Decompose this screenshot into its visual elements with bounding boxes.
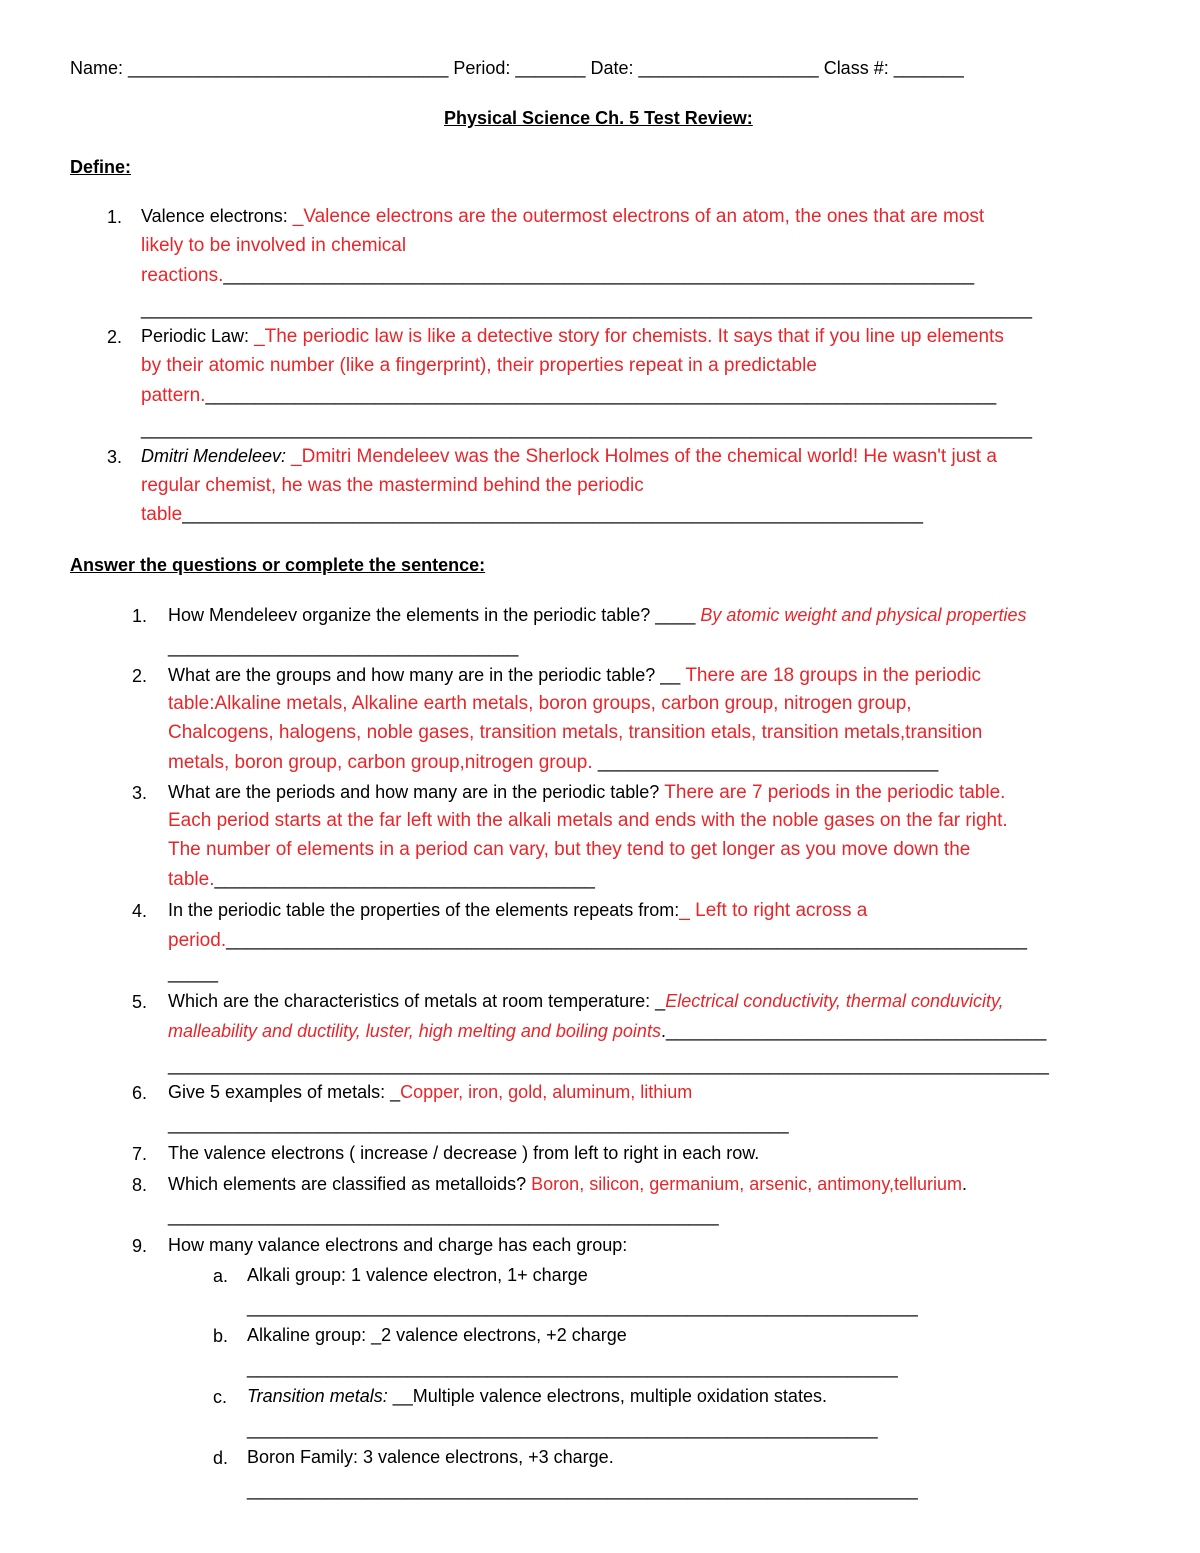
question-1 (168, 604, 1027, 626)
answer-blank: ________________________________________________________________________________ (226, 930, 1027, 950)
question-2-answer-line4 (168, 751, 938, 774)
question-text: What are the periods and how many are in the periodic table? (168, 782, 665, 802)
answer-blank: _______________________________________________________ (168, 1206, 719, 1226)
define-label: Valence electrons: (141, 206, 293, 226)
question-8 (168, 1173, 967, 1195)
define-item-2-line2: by their atomic number (like a fingerprint), their properties repeat in a predictable (141, 355, 817, 376)
question-5-line2 (168, 1020, 1046, 1042)
define-item-3-line3 (141, 503, 923, 526)
header-fields: Name: ________________________________ Period: _______ Date: __________________ Class #: _______ (70, 58, 964, 78)
question-2-answer-line3: Chalcogens, halogens, noble gases, transition metals, transition etals, transition metals,transition (168, 722, 983, 743)
question-number: 2. (132, 666, 148, 686)
define-item-number: 1. (107, 207, 123, 227)
question-text: Give 5 examples of metals: _ (168, 1082, 401, 1102)
question-number: 9. (132, 1236, 148, 1256)
define-item-1-line1 (141, 205, 984, 228)
define-item-number: 3. (107, 447, 123, 467)
question-4-line2 (168, 929, 1027, 952)
answer-blank: _________________________________________________________________ (247, 1358, 898, 1378)
question-number: 6. (132, 1083, 148, 1103)
sub-item-label: Transition metals: (247, 1386, 388, 1406)
define-item-3-line2: regular chemist, he was the mastermind behind the periodic (141, 475, 644, 496)
define-answer: _The periodic law is like a detective story for chemists. It says that if you line up elements (254, 326, 1004, 347)
define-answer: _Dmitri Mendeleev was the Sherlock Holmes of the chemical world! He wasn't just a (291, 446, 997, 467)
question-text: Which are the characteristics of metals at room temperature: _ (168, 991, 666, 1011)
question-text: What are the groups and how many are in the periodic table? __ (168, 665, 686, 685)
question-6 (168, 1081, 692, 1103)
define-item-1-line2: likely to be involved in chemical (141, 235, 407, 256)
question-3-answer-line2: Each period starts at the far left with the alkali metals and ends with the noble gases on the far right. (168, 810, 1008, 831)
question-9: How many valance electrons and charge has each group: (168, 1235, 628, 1255)
question-3 (168, 781, 1005, 804)
question-text: Which elements are classified as metalloids? (168, 1174, 532, 1194)
question-number: 7. (132, 1144, 148, 1164)
question-3-answer-line4 (168, 868, 595, 891)
sub-letter: a. (213, 1266, 229, 1286)
define-item-1-line3 (141, 264, 974, 287)
answer-blank: ___________________________________________________________________ (247, 1480, 918, 1500)
define-item-number: 2. (107, 327, 123, 347)
question-answer-end: table. (168, 869, 215, 890)
question-number: 8. (132, 1175, 148, 1195)
define-item-2-line4: _________________________________________________________________________________________ (141, 419, 1032, 439)
question-4 (168, 899, 867, 922)
question-3-answer-line3: The number of elements in a period can vary, but they tend to get longer as you move down the (168, 839, 971, 860)
sub-letter: c. (213, 1387, 228, 1407)
question-answer: Electrical conductivity, thermal conduvicity, (665, 991, 1004, 1011)
answer-blank: ______________________________________ (665, 1021, 1047, 1041)
sub-letter: b. (213, 1326, 229, 1346)
define-answer-end: pattern. (141, 385, 206, 406)
questions-heading: Answer the questions or complete the sentence: (70, 555, 486, 575)
question-7: The valence electrons ( increase / decrease ) from left to right in each row. (168, 1143, 760, 1163)
question-answer: By atomic weight and physical properties (700, 605, 1027, 625)
define-label: Dmitri Mendeleev: (141, 446, 292, 466)
question-answer-end: period. (168, 930, 227, 951)
answer-blank: _______________________________________________________________ (247, 1419, 878, 1439)
sub-letter: d. (213, 1448, 229, 1468)
question-answer: Copper, iron, gold, aluminum, lithium (400, 1082, 693, 1102)
define-heading: Define: (70, 157, 132, 177)
question-answer: Boron, silicon, germanium, arsenic, antimony,tellurium (531, 1174, 962, 1194)
answer-blank: ___________________________________________________________________________ (223, 265, 975, 285)
question-answer: There are 7 periods in the periodic table. (664, 782, 1006, 803)
question-answer: There are 18 groups in the periodic (685, 665, 982, 686)
question-number: 5. (132, 992, 148, 1012)
question-number: 4. (132, 901, 148, 921)
define-item-3-line1 (141, 445, 997, 468)
answer-blank: __________________________________ (597, 752, 939, 772)
question-answer: _ Left to right across a (679, 900, 868, 921)
question-2 (168, 664, 981, 687)
answer-blank: _______________________________________________________________________________ (205, 385, 997, 405)
answer-blank: _____ (168, 963, 219, 983)
question-number: 1. (132, 606, 148, 626)
define-answer: _Valence electrons are the outermost electrons of an atom, the ones that are most (292, 206, 985, 227)
question-answer-end: metals, boron group, carbon group,nitrogen group. (168, 752, 598, 773)
define-label: Periodic Law: (141, 326, 255, 346)
sub-item-d: Boron Family: 3 valence electrons, +3 charge. (247, 1447, 614, 1467)
answer-punct: . (962, 1174, 968, 1194)
answer-blank: ______________________________________ (214, 869, 595, 889)
define-answer-end: reactions. (141, 265, 224, 286)
define-item-2-line1 (141, 325, 1004, 348)
question-2-answer-line2: table:Alkaline metals, Alkaline earth metals, boron groups, carbon group, nitrogen group, (168, 693, 912, 714)
answer-blank: ___________________________________________________________________ (247, 1297, 918, 1317)
question-number: 3. (132, 783, 148, 803)
question-5 (168, 990, 1004, 1012)
sub-item-b: Alkaline group: _2 valence electrons, +2 charge (247, 1325, 627, 1345)
sub-item-a: Alkali group: 1 valence electron, 1+ charge (247, 1265, 588, 1285)
sub-item-c (247, 1385, 827, 1407)
define-answer-end: table (141, 504, 183, 525)
answer-blank: ______________________________________________________________ (168, 1114, 789, 1134)
question-text: In the periodic table the properties of the elements repeats from: (168, 900, 680, 920)
define-item-1-line4: _________________________________________________________________________________________ (141, 299, 1032, 319)
answer-blank: __________________________________________________________________________ (182, 504, 923, 524)
sub-item-answer: __Multiple valence electrons, multiple oxidation states. (387, 1386, 827, 1406)
answer-blank: ___________________________________ (168, 637, 519, 657)
answer-blank: ________________________________________________________________________________________ (168, 1055, 1049, 1075)
answer-punct: . (660, 1021, 666, 1041)
question-answer-cont: malleability and ductility, luster, high melting and boiling points (168, 1021, 661, 1041)
question-text: How Mendeleev organize the elements in the periodic table? ____ (168, 605, 701, 625)
page-title: Physical Science Ch. 5 Test Review: (444, 108, 753, 128)
define-item-2-line3 (141, 384, 996, 407)
